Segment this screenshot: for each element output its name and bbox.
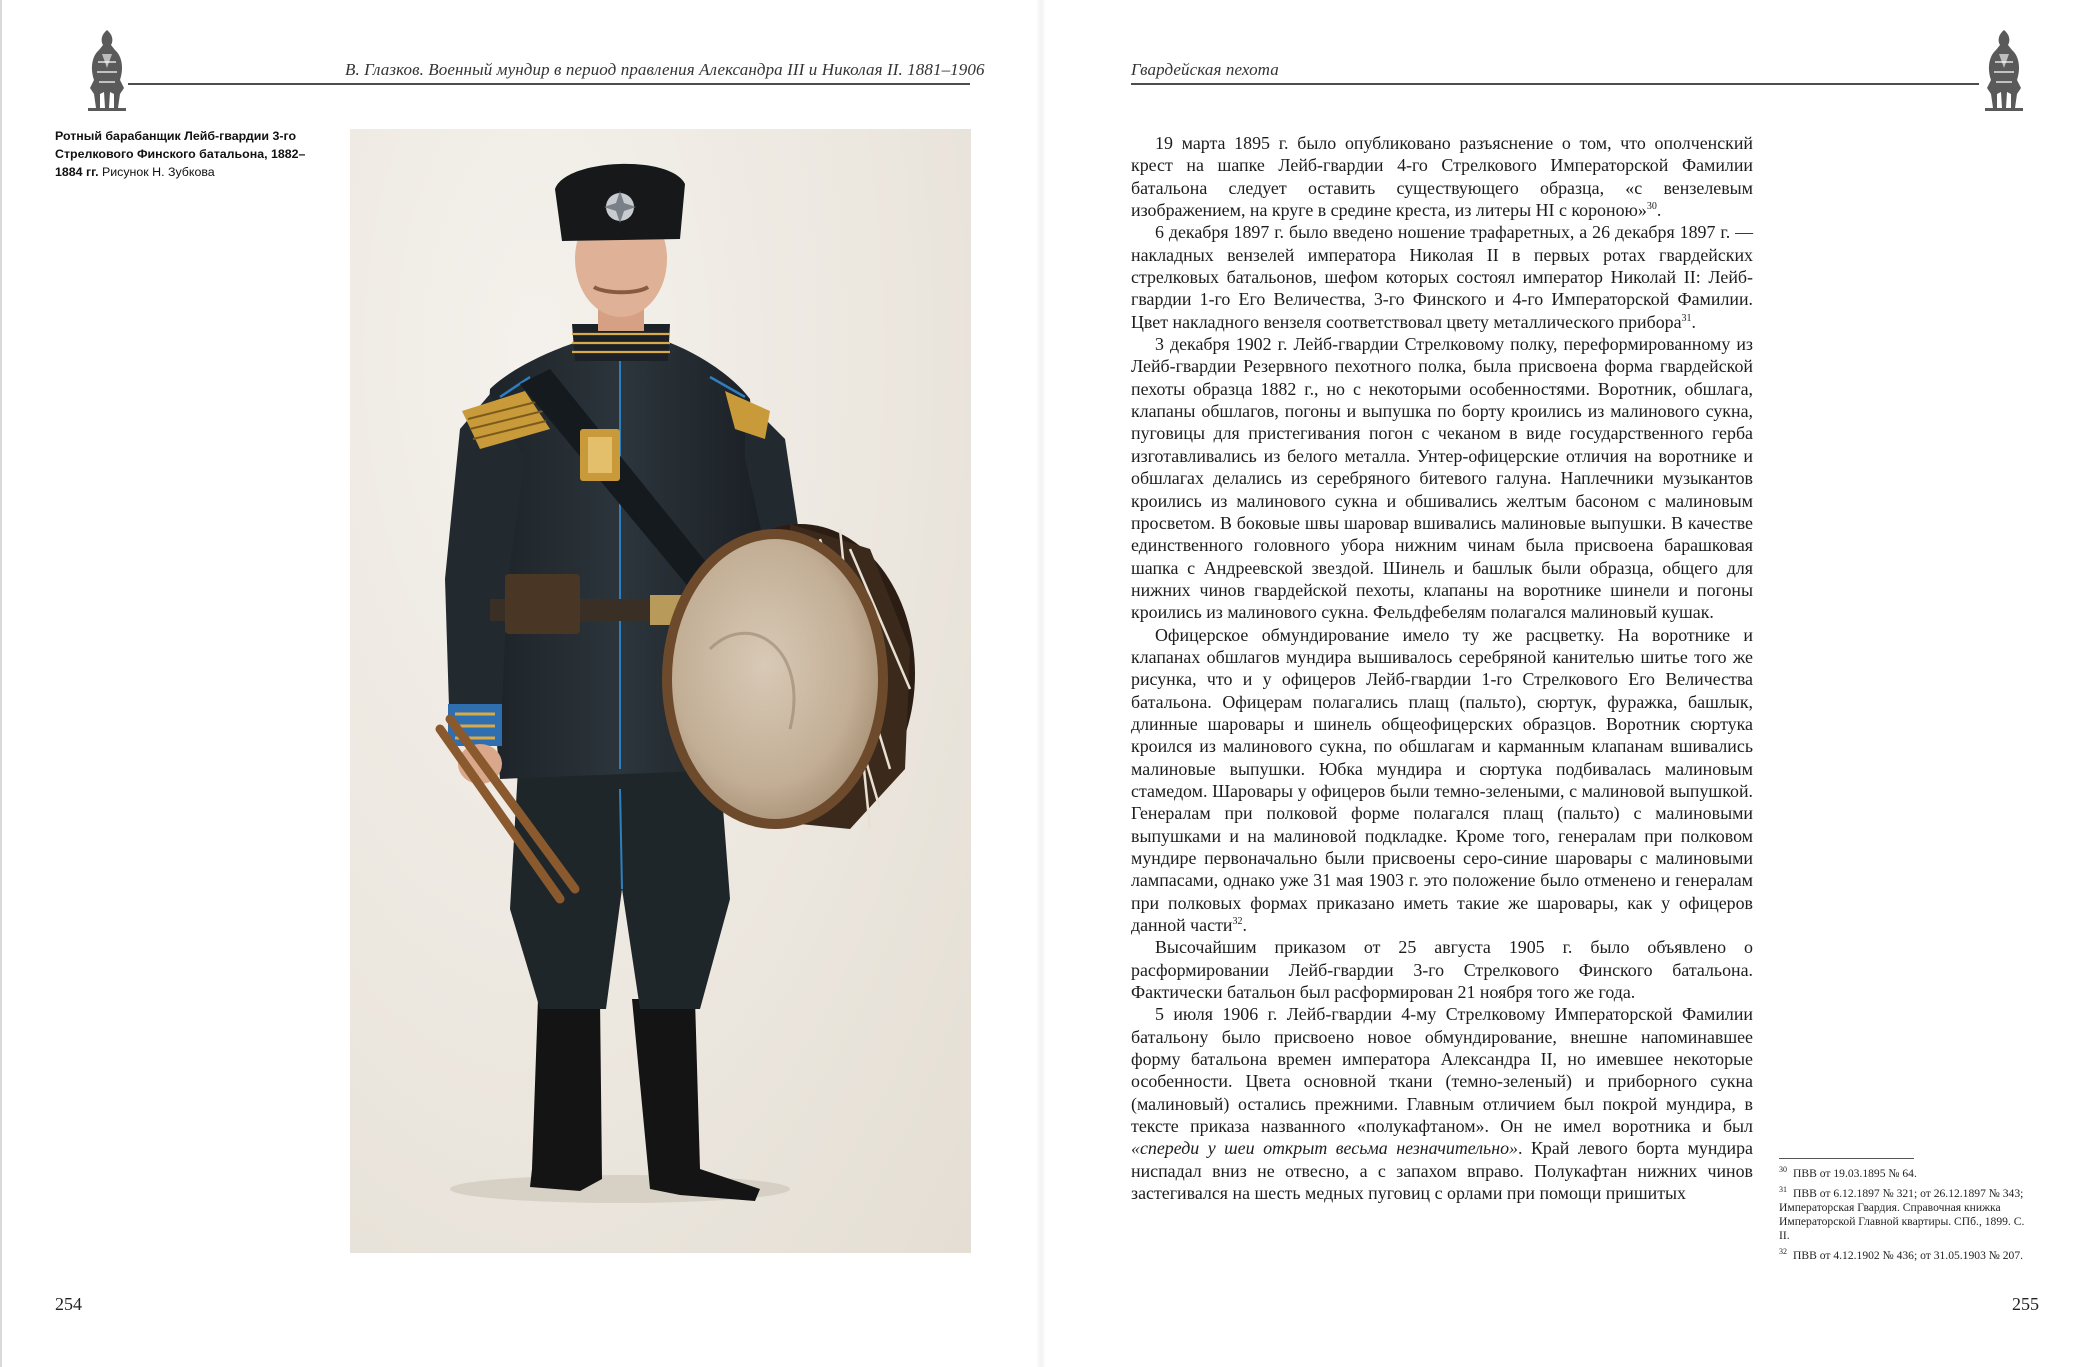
drummer-figure [350, 129, 971, 1253]
caption-credit: Рисунок Н. Зубкова [101, 165, 215, 179]
right-running-head: Гвардейская пехота [1131, 60, 1279, 79]
book-gutter [1036, 0, 1046, 1367]
illustration-plate [350, 129, 971, 1253]
paragraph-2: 6 декабря 1897 г. было введено ношение трафаретных, а 26 декабря 1897 г. — накладных вензелей императора Николая II в первых ротах гвардейских стрелковых батальонов, шефом которых состоял император Николай II: Лейб-гвардии 1-го Его Величества, 3-го Финского и 4-го Императорской Фамилии. Цвет накладного вензеля соответствовал цвету металлического прибора$^{31}$. [1131, 222, 1753, 332]
left-emblem-icon [84, 28, 130, 112]
footnote-30: $^{30}$ ПВВ от 19.03.1895 № 64. [1779, 1165, 1917, 1180]
paragraph-5: Высочайшим приказом от 25 августа 1905 г. было объявлено о расформировании Лейб-гвардии 3-го Стрелкового Финского батальона. Фактически батальон был расформирован 21 ноября того же года. [1131, 937, 1753, 1003]
left-page-number: 254 [55, 1294, 82, 1314]
footnote-31: $^{31}$ ПВВ от 6.12.1897 № 321; от 26.12.1897 № 343; Императорская Гвардия. Справочная книжка Императорской Главной квартиры. СПб., 1899. С. II. [1779, 1184, 2025, 1242]
paragraph-3: 3 декабря 1902 г. Лейб-гвардии Стрелковому полку, переформированному из Лейб-гвардии Резервного пехотного полка, была присвоена форма гвардейской пехоты образца 1882 г., но с некоторыми особенностями. Воротник, обшлага, клапаны обшлагов, погоны и выпушка по борту кроились из малинового сукна, пуговицы для пристегивания погон с чеканом в виде государственного герба изготавливались из белого металла. Унтер-офицерские отличия на воротнике и обшлагах делались из серебряного битевого галуна. Наплечники музыкантов кроились из малинового сукна и обшивались желтым басоном с малиновым просветом. В боковые швы шаровар вшивались малиновые выпушки. В качестве единственного головного убора нижним чинам была присвоена барашковая шапка с Андреевской звездой. Шинель и башлык были образца, общего для нижних чинов гвардейской пехоты, клапаны на воротнике шинели и погоны кроились из малинового сукна. Фельдфебелям полагался малиновый кушак. [1131, 334, 1753, 623]
right-page-number: 255 [2012, 1294, 2039, 1314]
paragraph-6: 5 июля 1906 г. Лейб-гвардии 4-му Стрелковому Императорской Фамилии батальону было присвоено новое обмундирование, внешне напоминавшее форму батальона времен императора Александра II, но имевшее некоторые особенности. Цвета основной ткани (темно-зеленый) и приборного сукна (малиновый) остались прежними. Главным отличием был покрой мундира, в тексте приказа названного «полукафтаном». Он не имел воротника и был «спереди у шеи открыт весьма незначительно». Край левого борта мундира ниспадал вниз не отвесно, а с запахом вправо. Полукафтан нижних чинов застегивался на шесть медных пуговиц с орлами при помощи пришитых [1131, 1004, 1753, 1204]
footnote-rule [1779, 1158, 1914, 1159]
illustration-caption [55, 127, 310, 181]
paragraph-1: 19 марта 1895 г. было опубликовано разъяснение о том, что ополченский крест на шапке Лейб-гвардии 4-го Стрелкового Императорской Фамилии батальона следует оставить существующего образца, «с вензелевым изображением, на круге в средине креста, из литеры НІ с короною»$^{30}$. [1131, 133, 1753, 221]
footnote-32: $^{32}$ ПВВ от 4.12.1902 № 436; от 31.05.1903 № 207. [1779, 1246, 2024, 1262]
article-body [1131, 132, 1753, 1205]
right-emblem-icon [1981, 28, 2027, 112]
left-running-head: В. Глазков. Военный мундир в период правления Александра III и Николая II. 1881–1906 [345, 60, 985, 79]
paragraph-4: Офицерское обмундирование имело ту же расцветку. На воротнике и клапанах обшлагов мундира вышивалось серебряной канителью шитье того же рисунка, что и у офицеров Лейб-гвардии 1-го Стрелкового Его Величества батальона. Офицерам полагались плащ (пальто), сюртук, фуражка, башлык, длинные шаровары и шинель общеофицерских образцов. Воротник сюртука кроился из малинового сукна, по обшлагам и карманным клапанам вшивались малиновые выпушки. Юбка мундира и сюртука подбивалась малиновым стамедом. Шаровары у офицеров были темно-зелеными, с малиновой выпушкой. Генералам при полковой форме полагался плащ (пальто) с малиновыми выпушками и на малиновой подкладке. Кроме того, генералам при полковом мундире первоначально были присвоены серо-синие шаровары с малиновыми лампасами, однако уже 31 мая 1903 г. это положение было отменено и генералам при полковых формах приказано иметь такие же шаровары, как у офицеров данной части$^{32}$. [1131, 624, 1753, 936]
footnotes [1779, 1163, 2037, 1265]
caption-title: Ротный барабанщик Лейб-гвардии 3-го Стрелкового Финского батальона, 1882–1884 гг. [55, 129, 306, 179]
right-header-rule [1131, 83, 1979, 85]
left-header-rule [128, 83, 970, 85]
